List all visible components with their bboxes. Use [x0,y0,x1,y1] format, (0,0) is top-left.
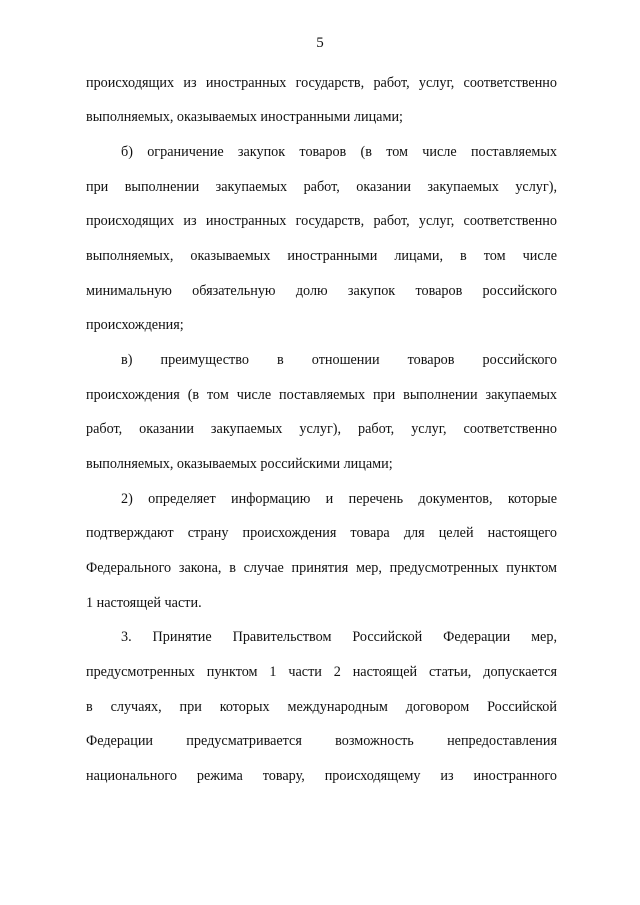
text-line: Федерального закона, в случае принятия мер, предусмотренных пунктом [86,560,557,576]
text-line: работ, оказании закупаемых услуг), работ, услуг, соответственно [86,421,557,437]
text-line: Федерации предусматривается возможность непредоставления [86,733,557,749]
text-line: национального режима товару, происходящему из иностранного [86,768,557,784]
text-line: в случаях, при которых международным договором Российской [86,699,557,715]
text-line: выполняемых, оказываемых российскими лицами; [86,456,393,472]
text-line: происходящих из иностранных государств, работ, услуг, соответственно [86,75,557,91]
text-line: выполняемых, оказываемых иностранными лицами, в том числе [86,248,557,264]
text-line: в) преимущество в отношении товаров российского [121,352,557,368]
text-line: происхождения; [86,317,184,333]
text-line: 1 настоящей части. [86,595,202,611]
text-line: предусмотренных пунктом 1 части 2 настоящей статьи, допускается [86,664,557,680]
text-line: при выполнении закупаемых работ, оказании закупаемых услуг), [86,179,557,195]
text-line: происходящих из иностранных государств, работ, услуг, соответственно [86,213,557,229]
text-line: минимальную обязательную долю закупок товаров российского [86,283,557,299]
text-line: подтверждают страну происхождения товара для целей настоящего [86,525,557,541]
text-line: 3. Принятие Правительством Российской Федерации мер, [121,629,557,645]
text-line: 2) определяет информацию и перечень документов, которые [121,491,557,507]
page-number: 5 [316,35,324,51]
text-line: выполняемых, оказываемых иностранными лицами; [86,109,403,125]
text-line: б) ограничение закупок товаров (в том числе поставляемых [121,144,557,160]
text-line: происхождения (в том числе поставляемых при выполнении закупаемых [86,387,557,403]
